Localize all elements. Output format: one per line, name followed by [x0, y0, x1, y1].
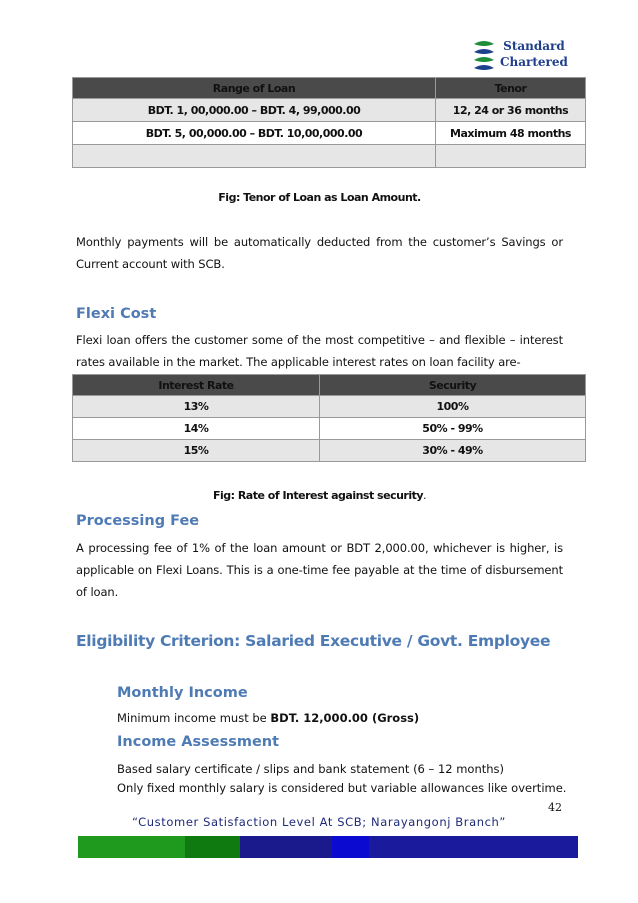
footer-bar-segment	[185, 836, 240, 858]
table-cell: 13%	[73, 396, 320, 418]
footer-bar-segment	[369, 836, 578, 858]
flexi-cost-paragraph: Flexi loan offers the customer some of the most competitive – and flexible – interest rates available in the market. The applicable interest rates on loan facility are-	[76, 333, 563, 369]
monthly-income-amount: BDT. 12,000.00 (Gross)	[270, 711, 420, 725]
table-cell: 12, 24 or 36 months	[436, 99, 586, 122]
table-cell	[436, 145, 586, 168]
table-cell: BDT. 1, 00,000.00 – BDT. 4, 99,000.00	[73, 99, 436, 122]
table-row	[73, 396, 586, 418]
table-cell: 15%	[73, 440, 320, 462]
table-cell	[73, 145, 436, 168]
table-row	[73, 122, 586, 145]
tenor-table	[72, 77, 586, 168]
income-assessment-line2: Only fixed monthly salary is considered but variable allowances like overtime.	[117, 781, 567, 795]
footer-color-bar	[78, 836, 578, 858]
table-row	[73, 440, 586, 462]
table-cell: 30% - 49%	[320, 440, 586, 462]
table-row	[73, 99, 586, 122]
column-header: Interest Rate	[73, 375, 320, 396]
fig-caption-tenor: Fig: Tenor of Loan as Loan Amount.	[218, 191, 421, 204]
table-cell: 50% - 99%	[320, 418, 586, 440]
eligibility-heading: Eligibility Criterion: Salaried Executive / Govt. Employee	[76, 632, 551, 650]
table-header-row	[73, 78, 586, 99]
table-cell: Maximum 48 months	[436, 122, 586, 145]
monthly-income-prefix: Minimum income must be	[117, 711, 271, 725]
column-header: Security	[320, 375, 586, 396]
processing-fee-heading: Processing Fee	[76, 513, 200, 529]
monthly-payments-paragraph: Monthly payments will be automatically deducted from the customer’s Savings or Current account with SCB.	[76, 235, 563, 271]
logo-line1: Standard	[503, 39, 565, 53]
page-number: 42	[548, 801, 562, 814]
fig-caption-rate	[76, 489, 563, 502]
standard-chartered-logo	[470, 38, 570, 74]
footer-quote: “Customer Satisfaction Level At SCB; Narayangonj Branch”	[132, 815, 506, 829]
footer-bar-segment	[332, 836, 369, 858]
income-assessment-heading: Income Assessment	[117, 734, 280, 750]
footer-bar-segment	[78, 836, 185, 858]
table-cell: BDT. 5, 00,000.00 – BDT. 10,00,000.00	[73, 122, 436, 145]
logo-line2: Chartered	[500, 55, 568, 69]
interest-rate-table	[72, 374, 586, 462]
income-assessment-line1: Based salary certificate / slips and bank statement (6 – 12 months)	[117, 762, 505, 776]
column-header: Tenor	[436, 78, 586, 99]
table-row	[73, 418, 586, 440]
fig-caption-rate-bold: Fig: Rate of Interest against security	[212, 489, 424, 502]
monthly-income-text	[117, 707, 419, 729]
table-cell: 14%	[73, 418, 320, 440]
table-row	[73, 145, 586, 168]
fig-caption-rate-tail: .	[423, 489, 427, 502]
footer-bar-segment	[240, 836, 332, 858]
table-cell: 100%	[320, 396, 586, 418]
column-header: Range of Loan	[73, 78, 436, 99]
processing-fee-paragraph: A processing fee of 1% of the loan amount or BDT 2,000.00, whichever is higher, is applicable on Flexi Loans. This is a one-time fee payable at the time of disbursement of loan.	[76, 541, 563, 599]
flexi-cost-heading: Flexi Cost	[76, 306, 157, 322]
table-header-row	[73, 375, 586, 396]
sc-logo-icon	[470, 38, 498, 74]
monthly-income-heading: Monthly Income	[117, 685, 248, 701]
